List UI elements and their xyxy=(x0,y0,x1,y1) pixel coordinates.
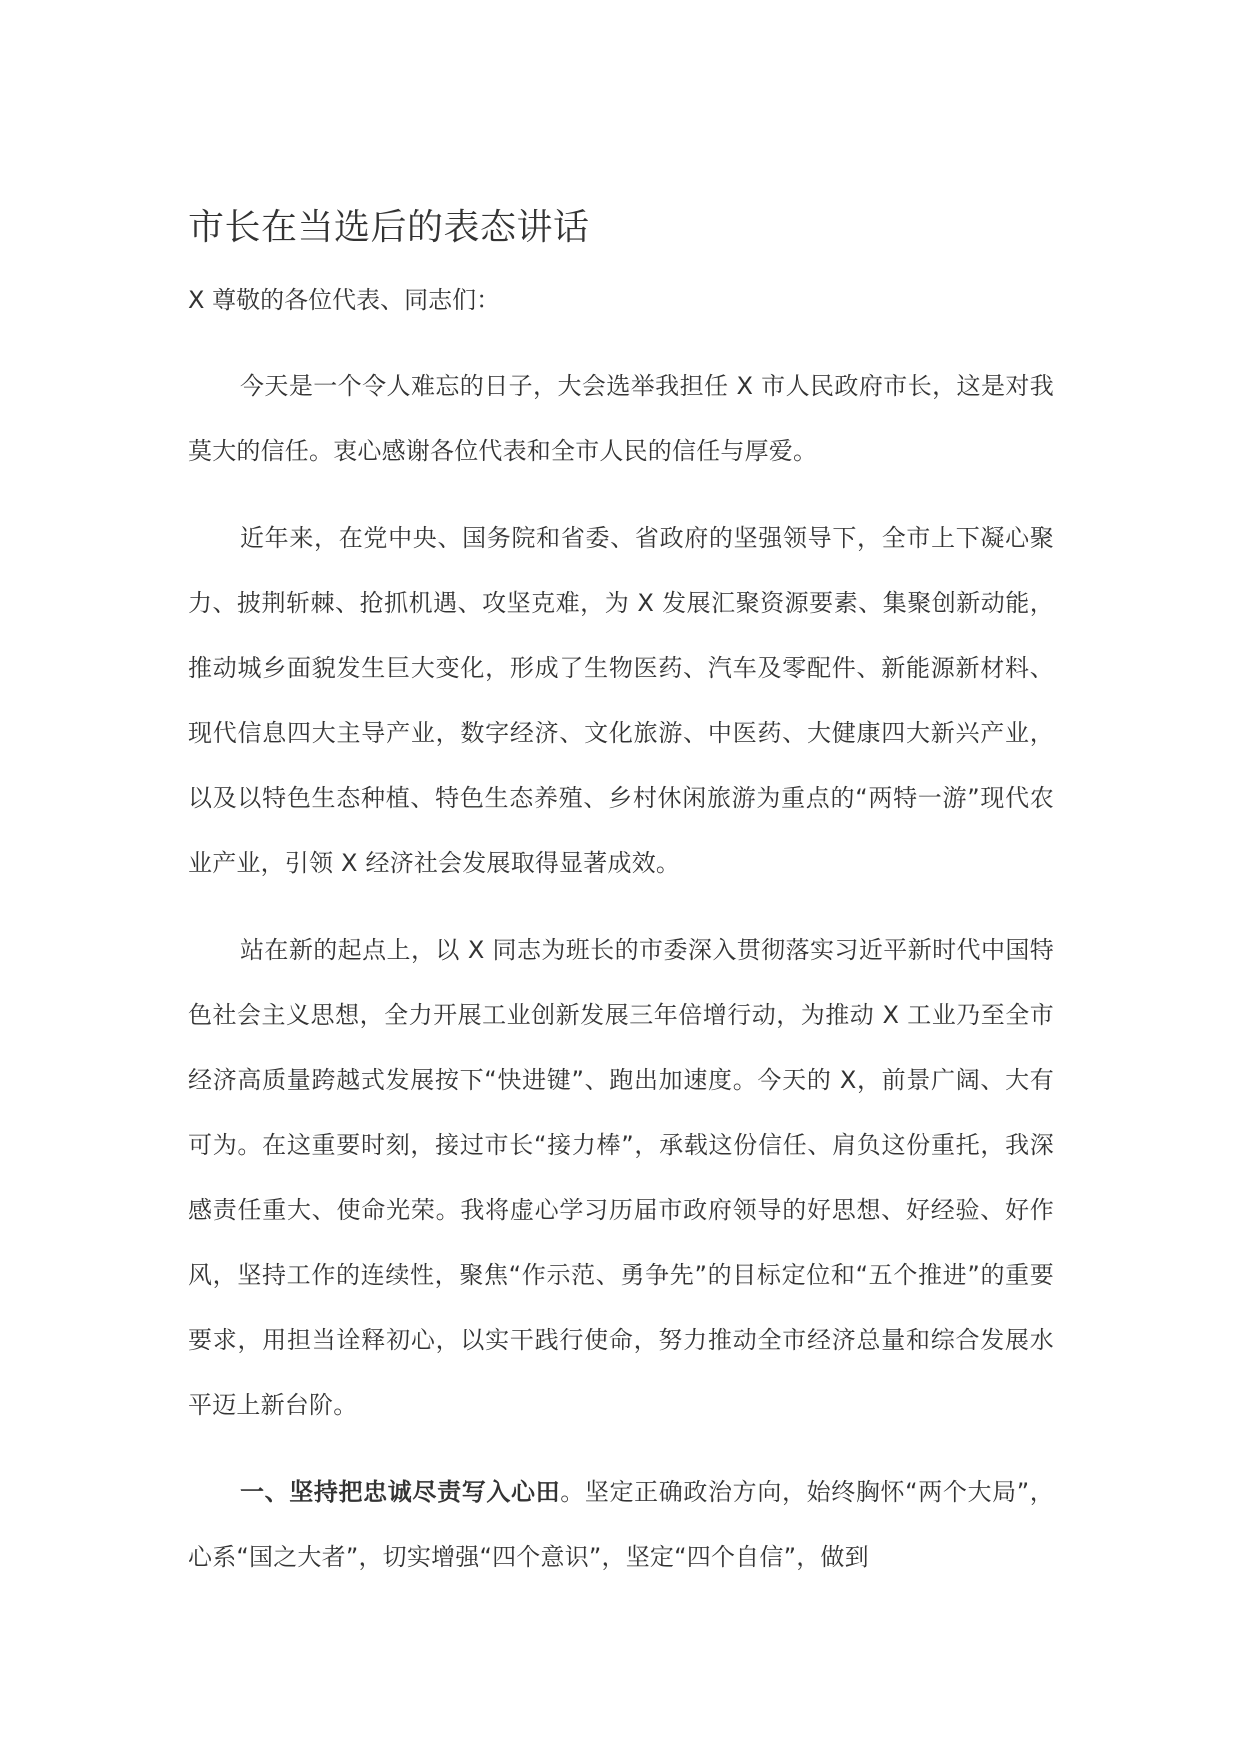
document-page xyxy=(188,204,1054,1590)
salutation: X 尊敬的各位代表、同志们： xyxy=(188,286,501,314)
paragraph-2: 近年来，在党中央、国务院和省委、省政府的坚强领导下，全市上下凝心聚力、披荆斩棘、抢抓机遇、攻坚克难，为 X 发展汇聚资源要素、集聚创新动能，推动城乡面貌发生巨大变化，形成了生物医药、汽车及零配件、新能源新材料、现代信息四大主导产业，数字经济、文化旅游、中医药、大健康四大新兴产业，以及以特色生态种植、特色生态养殖、乡村休闲旅游为重点的“两特一游”现代农业产业，引领 X 经济社会发展取得显著成效。 xyxy=(188,524,1054,877)
document-title: 市长在当选后的表态讲话 xyxy=(188,207,590,248)
paragraph-1: 今天是一个令人难忘的日子，大会选举我担任 X 市人民政府市长，这是对我莫大的信任。衷心感谢各位代表和全市人民的信任与厚爱。 xyxy=(188,372,1054,465)
paragraph-3: 站在新的起点上，以 X 同志为班长的市委深入贯彻落实习近平新时代中国特色社会主义思想，全力开展工业创新发展三年倍增行动，为推动 X 工业乃至全市经济高质量跨越式发展按下“快进键”、跑出加速度。今天的 X，前景广阔、大有可为。在这重要时刻，接过市长“接力棒”，承载这份信任、肩负这份重托，我深感责任重大、使命光荣。我将虚心学习历届市政府领导的好思想、好经验、好作风，坚持工作的连续性，聚焦“作示范、勇争先”的目标定位和“五个推进”的重要要求，用担当诠释初心，以实干践行使命，努力推动全市经济总量和综合发展水平迈上新台阶。 xyxy=(188,936,1054,1419)
section-heading-1: 一、坚持把忠诚尽责写入心田 xyxy=(240,1478,561,1506)
paragraph-4 xyxy=(188,1460,1054,1590)
section-body-1: 。坚定正确政治方向，始终胸怀“两个大局”，心系“国之大者”，切实增强“四个意识”，坚定“四个自信”，做到 xyxy=(188,1478,1054,1571)
